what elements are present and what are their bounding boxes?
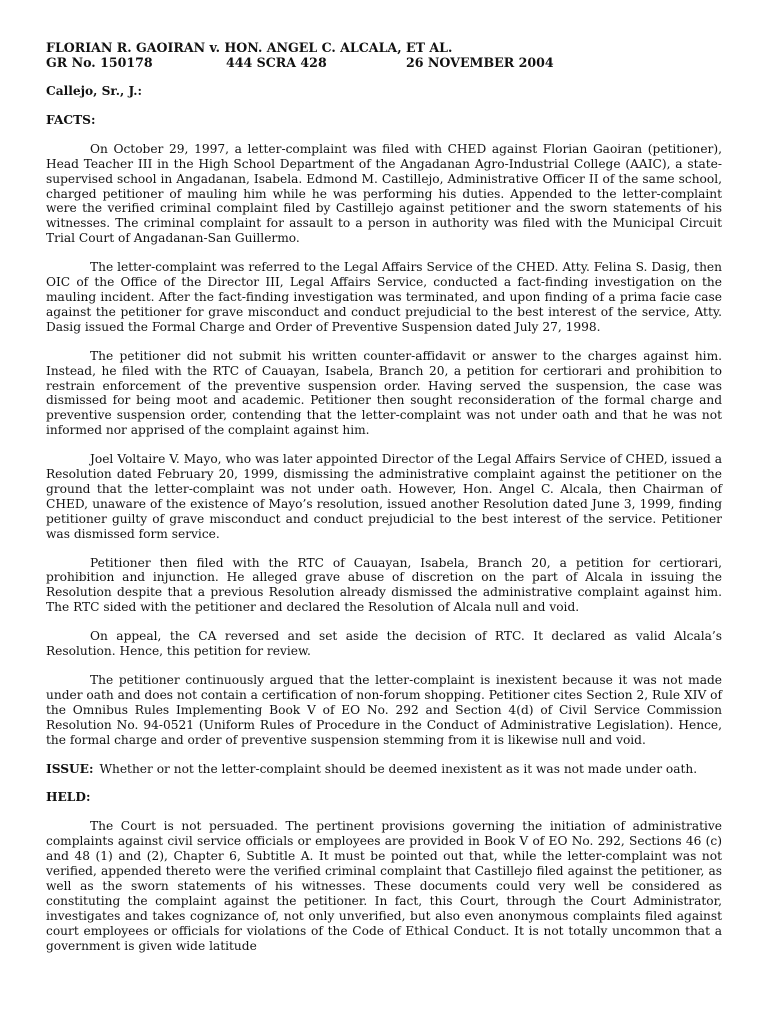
facts-paragraph-2: The letter-complaint was referred to the Legal Affairs Service of the CHED. Atty. Felina S. Dasig, then OIC of the Office of the Director III, Legal Affairs Service, conducted a fact-finding investigation on the mauling incident. After the fact-finding investigation was terminated, and upon finding of a prima facie case against the petitioner for grave misconduct and conduct prejudicial to the best interest of the service, Atty. Dasig issued the Formal Charge and Order of Preventive Suspension dated July 27, 1998. <box>46 260 722 334</box>
facts-paragraph-4: Joel Voltaire V. Mayo, who was later appointed Director of the Legal Affairs Service of CHED, issued a Resolution dated February 20, 1999, dismissing the administrative complaint against the petitioner on the ground that the letter-complaint was not under oath. However, Hon. Angel C. Alcala, then Chairman of CHED, unaware of the existence of Mayo’s resolution, issued another Resolution dated June 3, 1999, finding petitioner guilty of grave misconduct and conduct prejudicial to the best interest of the service. Petitioner was dismissed form service. <box>46 452 722 541</box>
facts-paragraph-6: On appeal, the CA reversed and set aside the decision of RTC. It declared as valid Alcala’s Resolution. Hence, this petition for review. <box>46 629 722 659</box>
issue-label: ISSUE: <box>46 761 94 776</box>
held-paragraph-1: The Court is not persuaded. The pertinent provisions governing the initiation of administrative complaints against civil service officials or employees are provided in Book V of EO No. 292, Sections 46 (c) and 48 (1) and (2), Chapter 6, Subtitle A. It must be pointed out that, while the letter-complaint was not verified, appended thereto were the verified criminal complaint that Castillejo filed against the petitioner, as well as the sworn statements of his witnesses. These documents could very well be considered as constituting the complaint against the petitioner. In fact, this Court, through the Court Administrator, investigates and takes cognizance of, not only unverified, but also even anonymous complaints filed against court employees or officials for violations of the Code of Ethical Conduct. It is not totally uncommon that a government is given wide latitude <box>46 819 722 953</box>
facts-paragraph-5: Petitioner then filed with the RTC of Cauayan, Isabela, Branch 20, a petition for certiorari, prohibition and injunction. He alleged grave abuse of discretion on the part of Alcala in issuing the Resolution despite that a previous Resolution already dismissed the administrative complaint against him. The RTC sided with the petitioner and declared the Resolution of Alcala null and void. <box>46 555 722 615</box>
issue-text: Whether or not the letter-complaint should be deemed inexistent as it was not made under oath. <box>99 761 698 776</box>
case-title: FLORIAN R. GAOIRAN v. HON. ANGEL C. ALCALA, ET AL. <box>46 40 453 55</box>
ponente: Callejo, Sr., J.: <box>46 84 143 98</box>
facts-paragraph-3: The petitioner did not submit his written counter-affidavit or answer to the charges against him. Instead, he filed with the RTC of Cauayan, Isabela, Branch 20, a petition for certiorari and prohibition to restrain enforcement of the preventive suspension order. Having served the suspension, the case was dismissed for being moot and academic. Petitioner then sought reconsideration of the formal charge and preventive suspension order, contending that the letter-complaint was not under oath and that he was not informed nor apprised of the complaint against him. <box>46 348 722 438</box>
decision-date: 26 NOVEMBER 2004 <box>406 55 554 70</box>
facts-paragraph-7: The petitioner continuously argued that the letter-complaint is inexistent because it was not made under oath and does not contain a certification of non-forum shopping. Petitioner cites Section 2, Rule XIV of the Omnibus Rules Implementing Book V of EO No. 292 and Section 4(d) of Civil Service Commission Resolution No. 94-0521 (Uniform Rules of Procedure in the Conduct of Administrative Legislation). Hence, the formal charge and order of preventive suspension stemming from it is likewise null and void. <box>46 673 723 747</box>
facts-heading: FACTS: <box>46 112 96 127</box>
gr-number: GR No. 150178 <box>46 55 153 70</box>
document-page <box>46 40 722 954</box>
scra-citation: 444 SCRA 428 <box>226 55 327 70</box>
facts-paragraph-1: On October 29, 1997, a letter-complaint was filed with CHED against Florian Gaoiran (petitioner), Head Teacher III in the High School Department of the Angadanan Agro-Industrial College (AAIC), a state-supervised school in Angadanan, Isabela. Edmond M. Castillejo, Administrative Officer II of the same school, charged petitioner of mauling him while he was performing his duties. Appended to the letter-complaint were the verified criminal complaint filed by Castillejo against petitioner and the sworn statements of his witnesses. The criminal complaint for assault to a person in authority was filed with the Municipal Circuit Trial Court of Angadanan-San Guillermo. <box>46 141 722 246</box>
held-heading: HELD: <box>46 790 91 805</box>
issue-section <box>46 762 722 777</box>
case-citation-row <box>46 55 722 70</box>
